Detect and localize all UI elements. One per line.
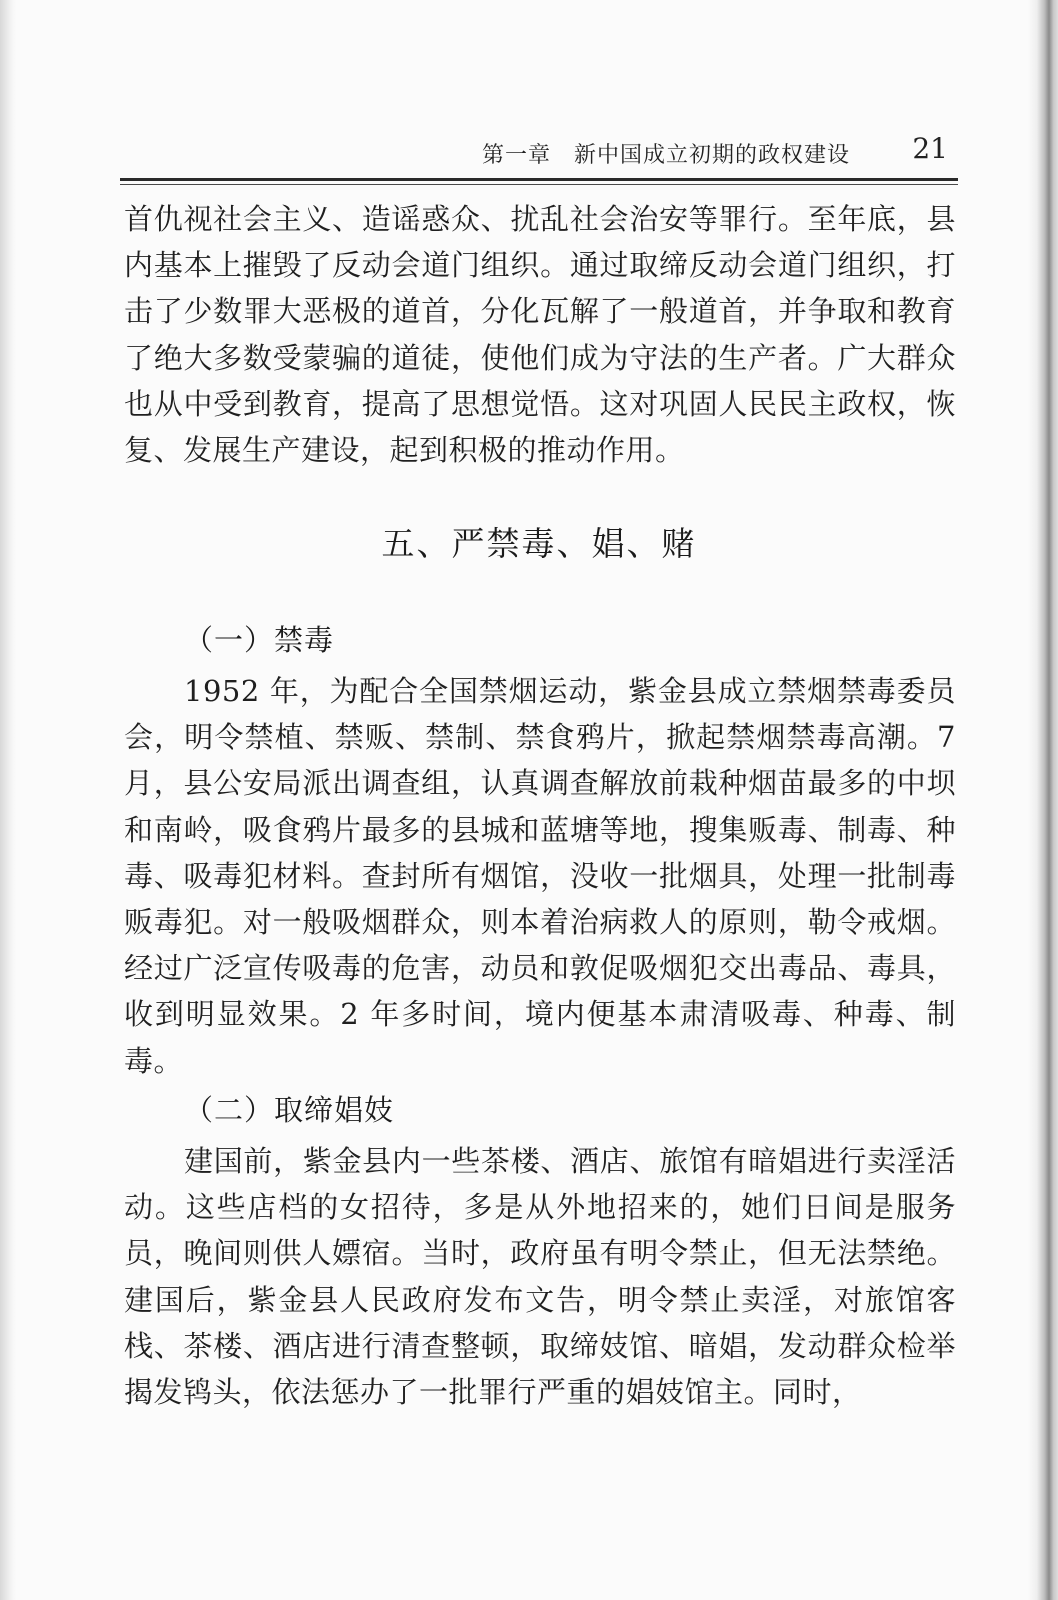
header-rule-thick: [120, 178, 958, 181]
subheading-prostitution-ban: （二）取缔娼妓: [184, 1093, 395, 1127]
subheading-drug-ban: （一）禁毒: [184, 623, 335, 657]
paragraph-prostitution-ban: 建国前，紫金县内一些茶楼、酒店、旅馆有暗娼进行卖淫活动。这些店档的女招待，多是从外地招来的，她们日间是服务员，晚间则供人嫖宿。当时，政府虽有明令禁止，但无法禁绝。建国后，紫金县人民政府发布文告，明令禁止卖淫，对旅馆客栈、茶楼、酒店进行清查整顿，取缔妓馆、暗娼，发动群众检举揭发鸨头，依法惩办了一批罪行严重的娼妓馆主。同时，: [124, 1144, 956, 1410]
header-rule-thin: [120, 184, 958, 185]
page-binding-edge: [1028, 0, 1058, 1600]
paragraph-drug-ban: 1952 年，为配合全国禁烟运动，紫金县成立禁烟禁毒委员会，明令禁植、禁贩、禁制、禁食鸦片，掀起禁烟禁毒高潮。7 月，县公安局派出调查组，认真调查解放前栽种烟苗最多的中坝和南岭，吸食鸦片最多的县城和蓝塘等地，搜集贩毒、制毒、种毒、吸毒犯材料。查封所有烟馆，没收一批烟具，处理一批制毒贩毒犯。对一般吸烟群众，则本着治病救人的原则，勒令戒烟。经过广泛宣传吸毒的危害，动员和敦促吸烟犯交出毒品、毒具，收到明显效果。2 年多时间，境内便基本肃清吸毒、种毒、制毒。: [124, 674, 956, 1078]
page-left-edge: [0, 0, 16, 1600]
chapter-title: 第一章 新中国成立初期的政权建设: [482, 143, 851, 168]
page-number: 21: [912, 132, 948, 165]
paragraph-continuation: 首仇视社会主义、造谣惑众、扰乱社会治安等罪行。至年底，县内基本上摧毁了反动会道门组织。通过取缔反动会道门组织，打击了少数罪大恶极的道首，分化瓦解了一般道首，并争取和教育了绝大多数受蒙骗的道徒，使他们成为守法的生产者。广大群众也从中受到教育，提高了思想觉悟。这对巩固人民民主政权，恢复、发展生产建设，起到积极的推动作用。: [124, 202, 956, 468]
running-header: [120, 132, 958, 176]
section-heading: 五、严禁毒、娼、赌: [381, 524, 697, 563]
